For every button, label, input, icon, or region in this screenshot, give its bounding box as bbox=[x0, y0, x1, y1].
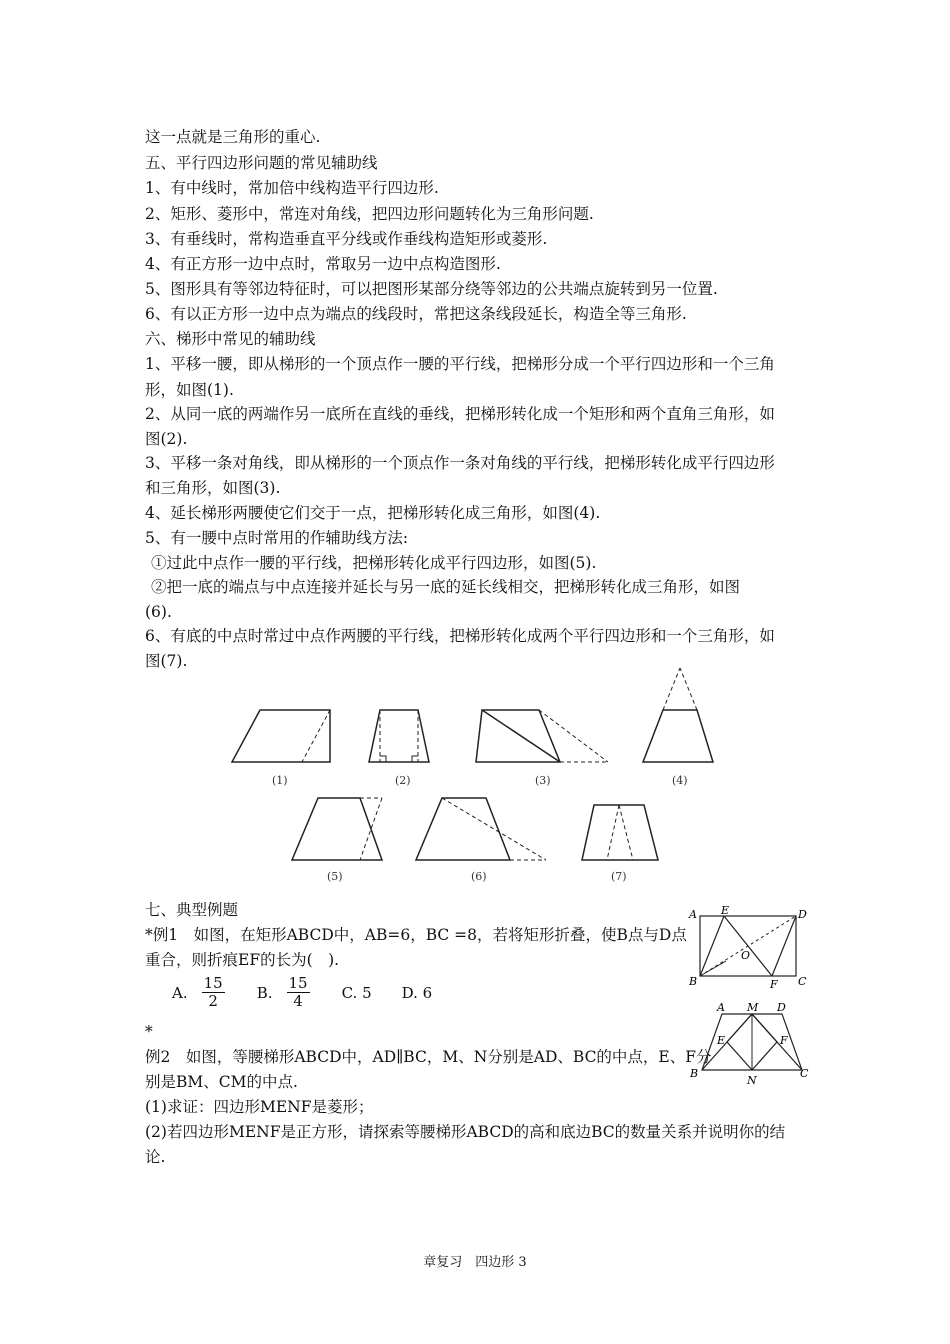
option-d: D. 6 bbox=[401, 983, 433, 1002]
label-c: C bbox=[798, 975, 807, 988]
answer-options bbox=[172, 975, 432, 1010]
label-n: N bbox=[747, 1074, 757, 1087]
section-heading: 七、典型例题 bbox=[145, 901, 239, 919]
label-e: E bbox=[717, 1034, 726, 1047]
denominator: 2 bbox=[208, 992, 218, 1010]
label-o: O bbox=[741, 949, 751, 962]
section-heading: 六、梯形中常见的辅助线 bbox=[145, 330, 316, 348]
option-b-label: B. bbox=[256, 983, 273, 1002]
text-line: ①过此中点作一腰的平行线，把梯形转化成平行四边形，如图(5). bbox=[151, 554, 597, 572]
figure-7 bbox=[582, 805, 658, 860]
star-mark: * bbox=[145, 1023, 153, 1041]
text-line: 3、有垂线时，常构造垂直平分线或作垂线构造矩形或菱形. bbox=[145, 230, 548, 248]
text-line: 6、有底的中点时常过中点作两腰的平行线，把梯形转化成两个平行四边形和一个三角形，如 bbox=[145, 627, 775, 645]
text-line: (6). bbox=[145, 603, 172, 621]
denominator: 4 bbox=[293, 992, 303, 1010]
figure-5 bbox=[292, 798, 382, 860]
example-1-text: *例1 如图，在矩形ABCD中，AB=6，BC =8，若将矩形折叠，使B点与D点 bbox=[145, 926, 687, 944]
text-line: 和三角形，如图(3). bbox=[145, 479, 281, 497]
example-2-question-1: (1)求证：四边形MENF是菱形； bbox=[145, 1098, 374, 1116]
text-line: 2、矩形、菱形中，常连对角线，把四边形问题转化为三角形问题. bbox=[145, 205, 594, 223]
text-line: 4、有正方形一边中点时，常取另一边中点构造图形. bbox=[145, 255, 501, 273]
option-a-label: A. bbox=[172, 983, 188, 1002]
text-line: ②把一底的端点与中点连接并延长与另一底的延长线相交，把梯形转化成三角形，如图 bbox=[151, 578, 741, 596]
figure-6 bbox=[416, 798, 546, 860]
label-m: M bbox=[747, 1001, 759, 1014]
label-f: F bbox=[780, 1034, 788, 1047]
caption-4: (4) bbox=[672, 774, 688, 787]
text-line: 6、有以正方形一边中点为端点的线段时，常把这条线段延长，构造全等三角形. bbox=[145, 305, 687, 323]
text-line: 5、有一腰中点时常用的作辅助线方法: bbox=[145, 529, 409, 547]
trapezoid-figures bbox=[220, 660, 800, 890]
option-c: C. 5 bbox=[341, 983, 372, 1002]
label-a: A bbox=[717, 1001, 725, 1014]
numerator: 15 bbox=[203, 974, 223, 992]
example-2-text: 别是BM、CM的中点. bbox=[145, 1073, 298, 1091]
caption-7: (7) bbox=[611, 870, 627, 883]
option-a-fraction bbox=[202, 975, 225, 1010]
option-b-fraction bbox=[287, 975, 310, 1010]
caption-5: (5) bbox=[327, 870, 343, 883]
label-e: E bbox=[721, 905, 730, 917]
label-f: F bbox=[770, 978, 778, 990]
text-line: 图(7). bbox=[145, 652, 188, 670]
text-line: 3、平移一条对角线，即从梯形的一个顶点作一条对角线的平行线，把梯形转化成平行四边形 bbox=[145, 454, 775, 472]
label-b: B bbox=[689, 975, 698, 988]
figure-2 bbox=[369, 710, 429, 762]
rectangle-fold-figure bbox=[686, 905, 810, 990]
numerator: 15 bbox=[288, 974, 308, 992]
isosceles-trapezoid-figure bbox=[686, 1000, 810, 1088]
figure-3 bbox=[476, 710, 608, 762]
text-line: 图(2). bbox=[145, 430, 188, 448]
caption-3: (3) bbox=[535, 774, 551, 787]
text-line: 1、有中线时，常加倍中线构造平行四边形. bbox=[145, 179, 439, 197]
caption-6: (6) bbox=[471, 870, 487, 883]
text-line: 2、从同一底的两端作另一底所在直线的垂线，把梯形转化成一个矩形和两个直角三角形，如 bbox=[145, 405, 775, 423]
caption-2: (2) bbox=[395, 774, 411, 787]
text-line: 5、图形具有等邻边特征时，可以把图形某部分绕等邻边的公共端点旋转到另一位置. bbox=[145, 280, 718, 298]
caption-1: (1) bbox=[272, 774, 288, 787]
text-line: 这一点就是三角形的重心. bbox=[145, 128, 321, 146]
example-2-question-2: (2)若四边形MENF是正方形，请探索等腰梯形ABCD的高和底边BC的数量关系并说明你的结 bbox=[145, 1123, 786, 1141]
label-d: D bbox=[777, 1001, 786, 1014]
example-2-text: 例2 如图，等腰梯形ABCD中，AD∥BC，M、N分别是AD、BC的中点，E、F分 bbox=[145, 1048, 712, 1066]
label-c: C bbox=[800, 1067, 809, 1080]
text-line: 1、平移一腰，即从梯形的一个顶点作一腰的平行线，把梯形分成一个平行四边形和一个三角 bbox=[145, 355, 775, 373]
text-line: 形，如图(1). bbox=[145, 381, 234, 399]
section-heading: 五、平行四边形问题的常见辅助线 bbox=[145, 154, 378, 172]
example-2-question-2: 论. bbox=[145, 1148, 166, 1166]
figure-4 bbox=[643, 668, 713, 762]
label-d: D bbox=[798, 908, 807, 921]
page-footer: 章复习 四边形 3 bbox=[423, 1255, 527, 1270]
label-b: B bbox=[690, 1067, 699, 1080]
text-line: 4、延长梯形两腰使它们交于一点，把梯形转化成三角形，如图(4). bbox=[145, 504, 601, 522]
example-1-text: 重合，则折痕EF的长为( ). bbox=[145, 951, 340, 969]
label-a: A bbox=[689, 908, 697, 921]
figure-1 bbox=[232, 710, 330, 762]
